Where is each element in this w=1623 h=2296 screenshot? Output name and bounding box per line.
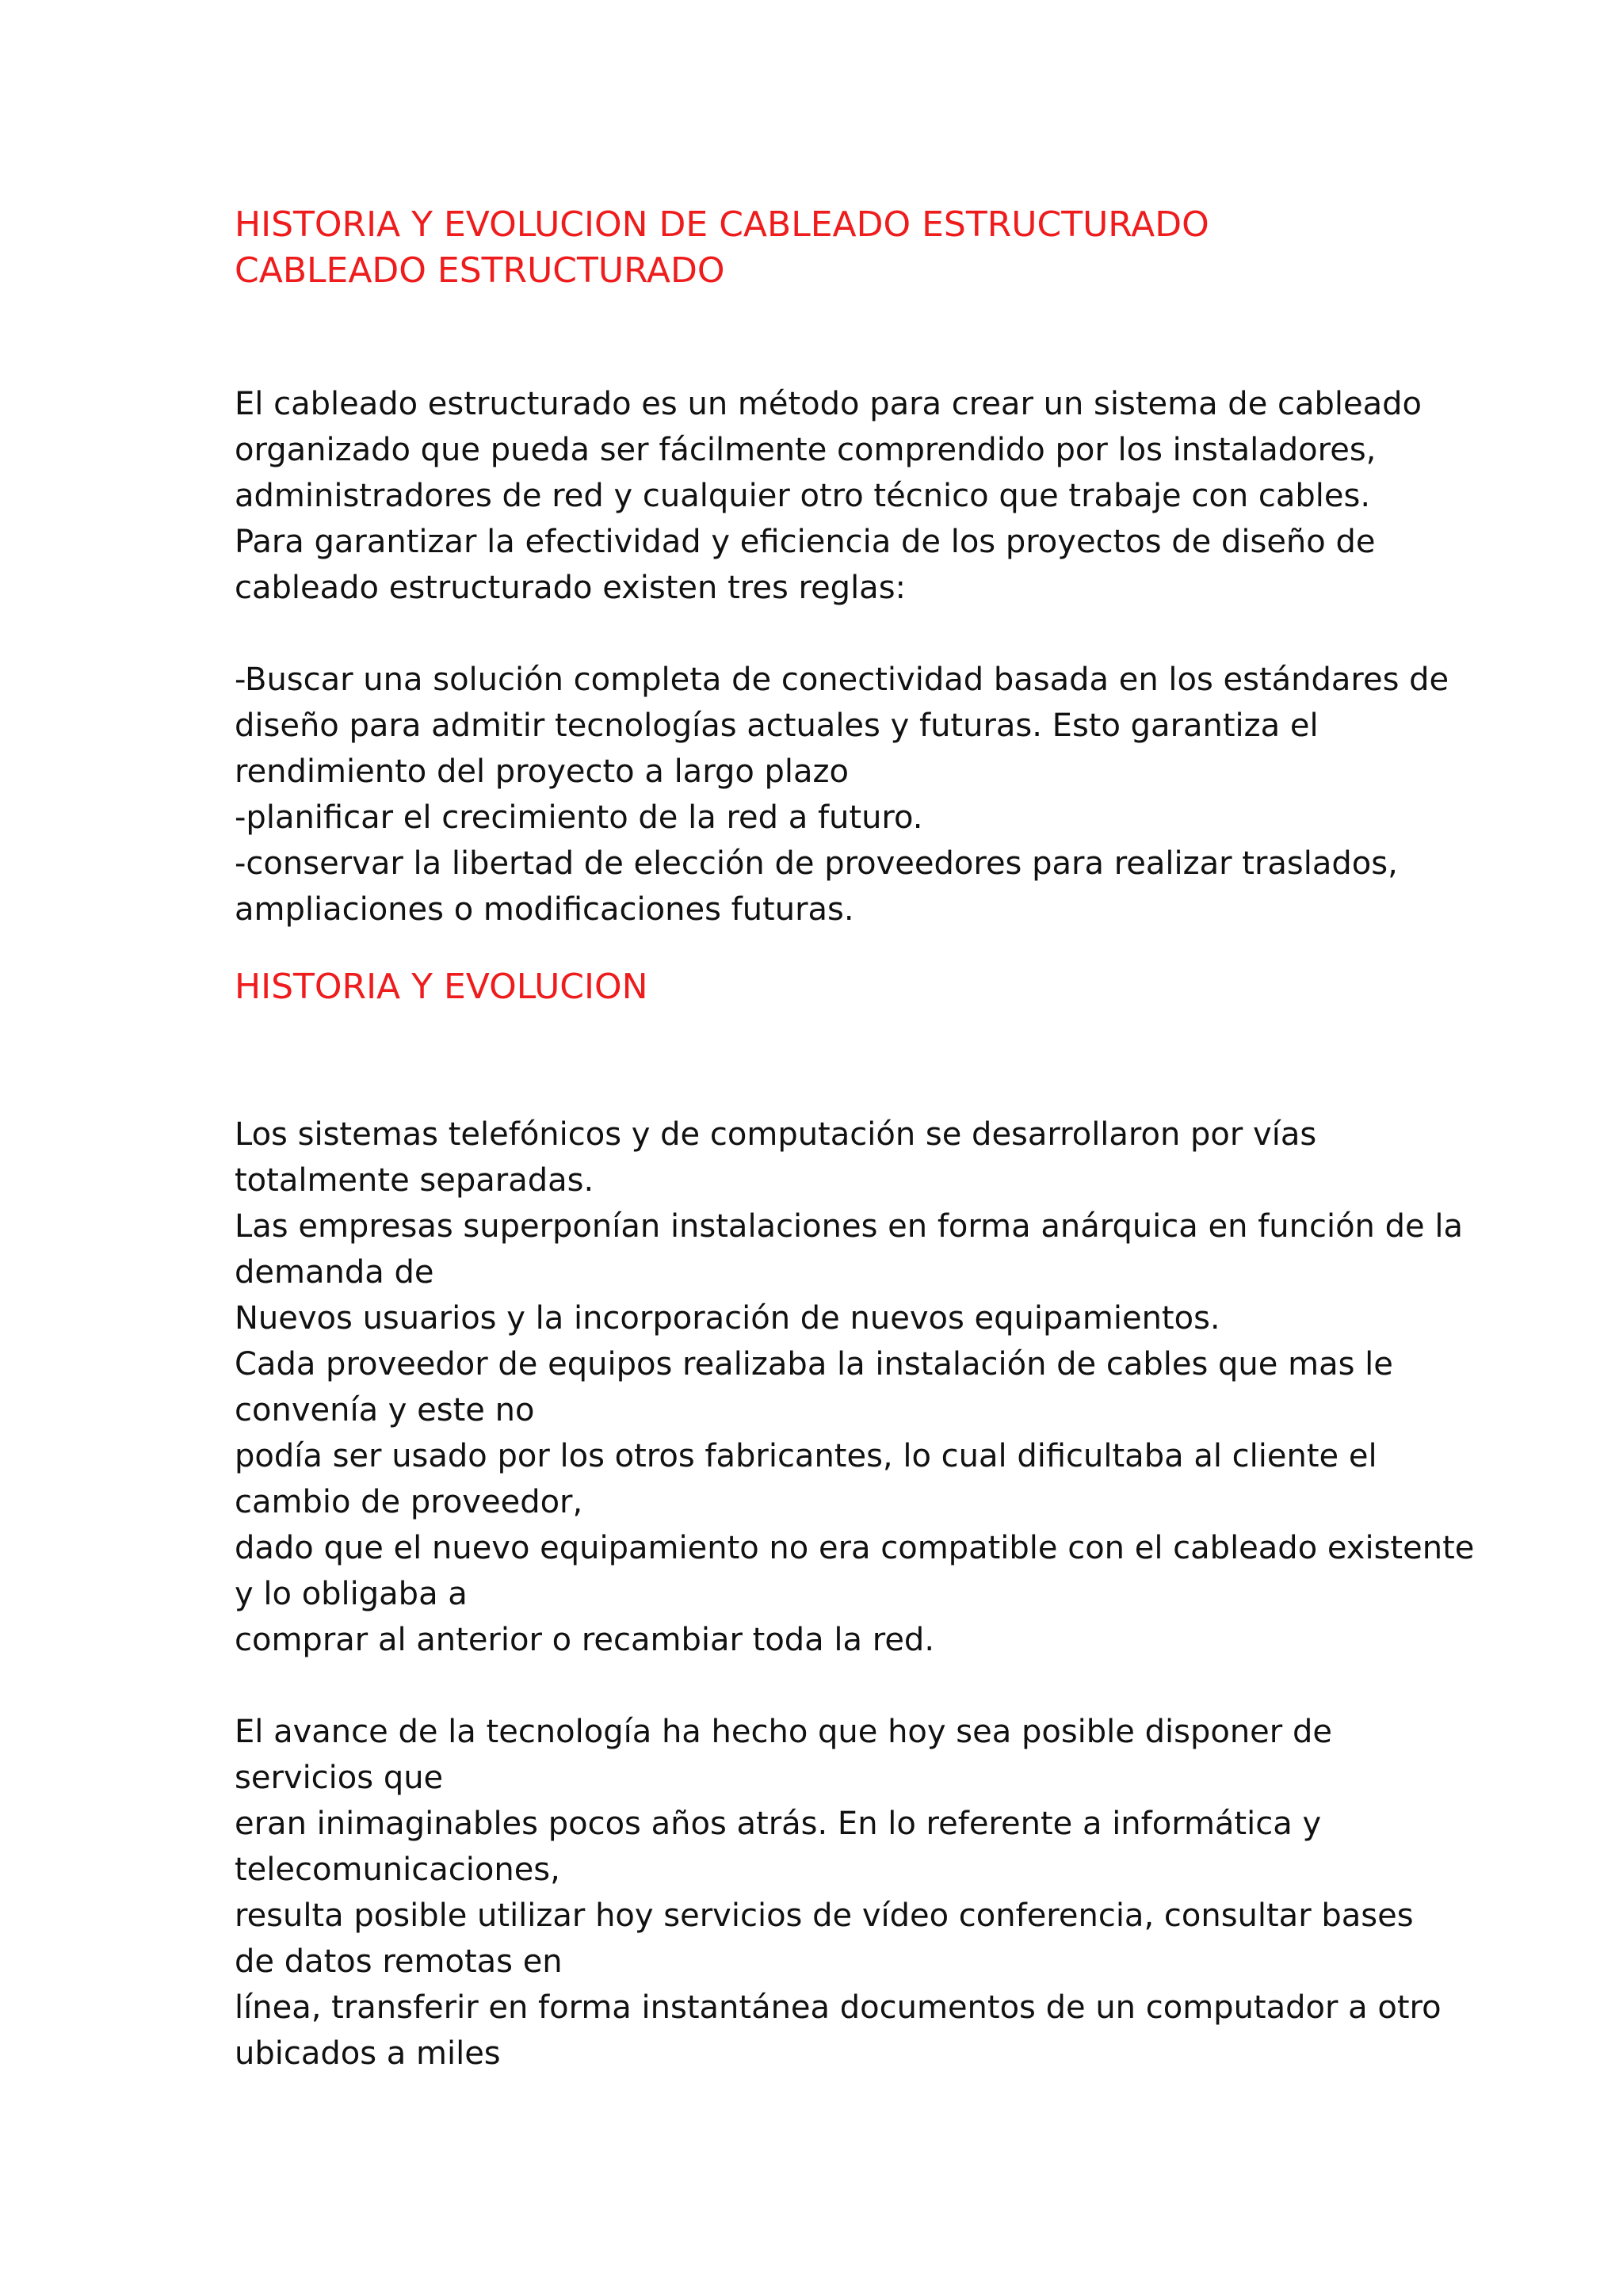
history-line: Cada proveedor de equipos realizaba la instalación de cables que mas le	[235, 1346, 1393, 1383]
rules-line: diseño para admitir tecnologías actuales y futuras. Esto garantiza el	[235, 707, 1319, 744]
technology-line: línea, transferir en forma instantánea documentos de un computador a otro	[235, 1989, 1442, 2026]
history-line: y lo obligaba a	[235, 1576, 468, 1612]
rules-line: -Buscar una solución completa de conectividad basada en los estándares de	[235, 662, 1449, 698]
intro-line: Para garantizar la efectividad y eficiencia de los proyectos de diseño de	[235, 524, 1376, 560]
history-line: cambio de proveedor,	[235, 1484, 583, 1520]
rules-line: -planificar el crecimiento de la red a futuro.	[235, 799, 923, 836]
title-line-1: HISTORIA Y EVOLUCION DE CABLEADO ESTRUCTURADO	[235, 204, 1209, 245]
technology-line: telecomunicaciones,	[235, 1852, 560, 1888]
rules-line: -conservar la libertad de elección de proveedores para realizar traslados,	[235, 845, 1398, 882]
document-title	[235, 202, 1407, 294]
history-line: convenía y este no	[235, 1392, 535, 1428]
history-line: demanda de	[235, 1254, 434, 1291]
title-line-2: CABLEADO ESTRUCTURADO	[235, 250, 725, 291]
history-line: comprar al anterior o recambiar toda la red.	[235, 1622, 935, 1658]
section-heading: HISTORIA Y EVOLUCION	[235, 967, 648, 1007]
history-line: totalmente separadas.	[235, 1162, 594, 1199]
intro-line: El cableado estructurado es un método para crear un sistema de cableado	[235, 386, 1423, 422]
history-line: podía ser usado por los otros fabricantes, lo cual dificultaba al cliente el	[235, 1438, 1377, 1474]
history-line: Las empresas superponían instalaciones en forma anárquica en función de la	[235, 1208, 1463, 1245]
technology-line: El avance de la tecnología ha hecho que hoy sea posible disponer de	[235, 1714, 1332, 1750]
technology-line: servicios que	[235, 1760, 444, 1796]
history-line: Nuevos usuarios y la incorporación de nuevos equipamientos.	[235, 1300, 1220, 1337]
history-line: Los sistemas telefónicos y de computación se desarrollaron por vías	[235, 1116, 1317, 1153]
technology-line: resulta posible utilizar hoy servicios de vídeo conferencia, consultar bases	[235, 1897, 1414, 1934]
rules-paragraph	[235, 657, 1449, 933]
technology-paragraph	[235, 1709, 1442, 2077]
rules-line: rendimiento del proyecto a largo plazo	[235, 753, 849, 790]
history-line: dado que el nuevo equipamiento no era compatible con el cableado existente	[235, 1530, 1475, 1566]
intro-line: cableado estructurado existen tres reglas:	[235, 570, 907, 606]
intro-line: administradores de red y cualquier otro técnico que trabaje con cables.	[235, 478, 1371, 514]
intro-paragraph	[235, 381, 1423, 611]
technology-line: de datos remotas en	[235, 1943, 563, 1980]
history-paragraph	[235, 1112, 1475, 1663]
technology-line: ubicados a miles	[235, 2035, 501, 2072]
rules-line: ampliaciones o modificaciones futuras.	[235, 891, 854, 928]
intro-line: organizado que pueda ser fácilmente comprendido por los instaladores,	[235, 432, 1377, 468]
technology-line: eran inimaginables pocos años atrás. En lo referente a informática y	[235, 1806, 1322, 1842]
document-content	[235, 202, 1475, 2077]
